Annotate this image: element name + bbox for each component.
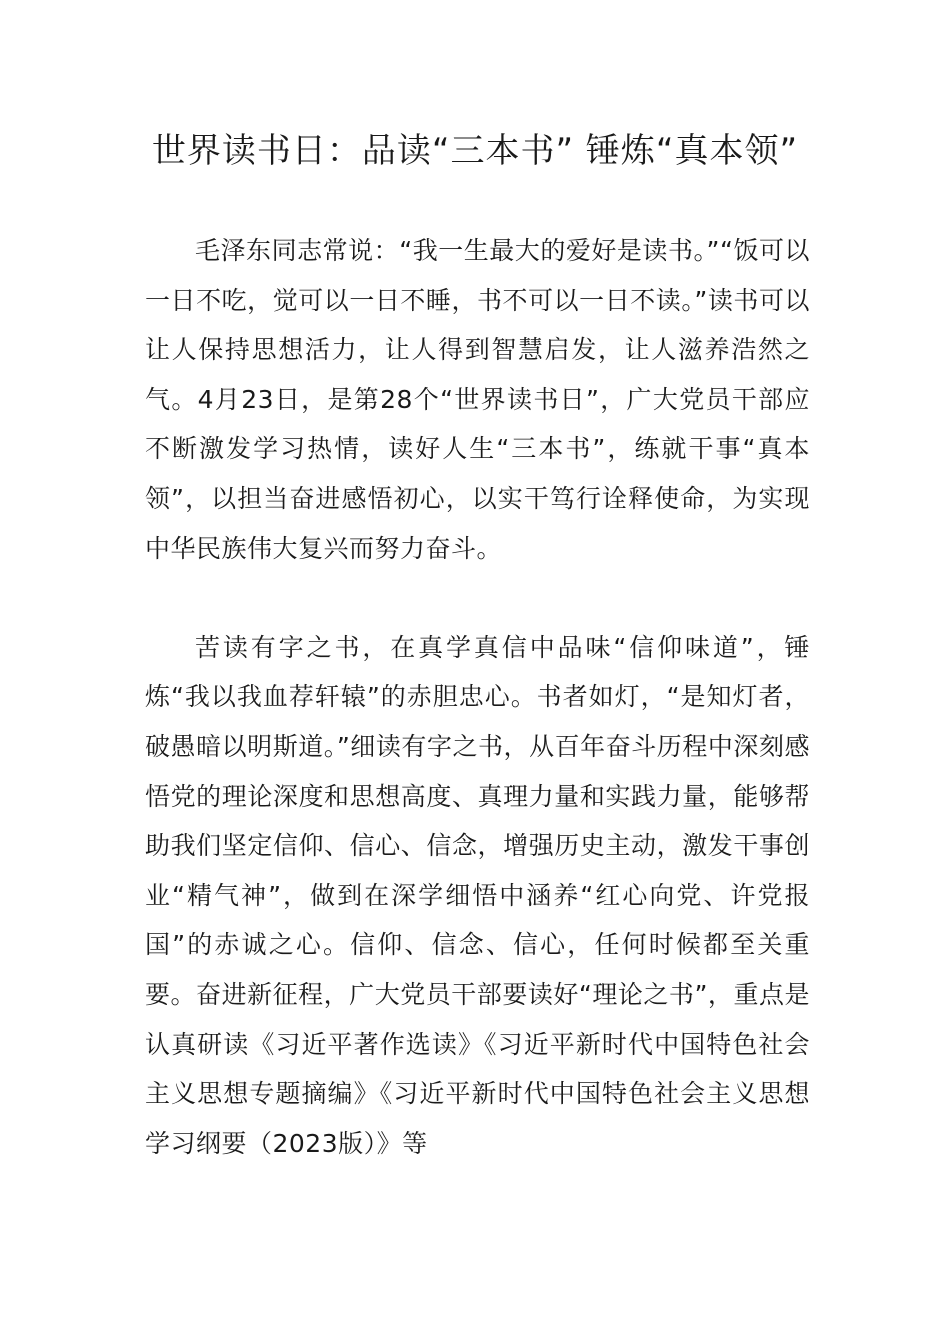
paragraph-intro: 毛泽东同志常说：“我一生最大的爱好是读书。”“饭可以一日不吃，觉可以一日不睡，书不可以一日不读。”读书可以让人保持思想活力，让人得到智慧启发，让人滋养浩然之气。4月23日，是第28个“世界读书日”，广大党员干部应不断激发学习热情，读好人生“三本书”，练就干事“真本领”，以担当奋进感悟初心，以实干笃行诠释使命，为实现中华民族伟大复兴而努力奋斗。 <box>145 236 810 563</box>
paragraph-spacer <box>145 573 810 623</box>
paragraph-reading-books: 苦读有字之书，在真学真信中品味“信仰味道”，锤炼“我以我血荐轩辕”的赤胆忠心。书者如灯，“是知灯者，破愚暗以明斯道。”细读有字之书，从百年奋斗历程中深刻感悟党的理论深度和思想高度、真理力量和实践力量，能够帮助我们坚定信仰、信心、信念，增强历史主动，激发干事创业“精气神”，做到在深学细悟中涵养“红心向党、许党报国”的赤诚之心。信仰、信念、信心，任何时候都至关重要。奋进新征程，广大党员干部要读好“理论之书”，重点是认真研读《习近平著作选读》《习近平新时代中国特色社会主义思想专题摘编》《习近平新时代中国特色社会主义思想学习纲要（2023版）》等 <box>145 632 810 1158</box>
document-body <box>145 226 810 1168</box>
document-title: 世界读书日：品读“三本书” 锤炼“真本领” <box>151 131 799 171</box>
